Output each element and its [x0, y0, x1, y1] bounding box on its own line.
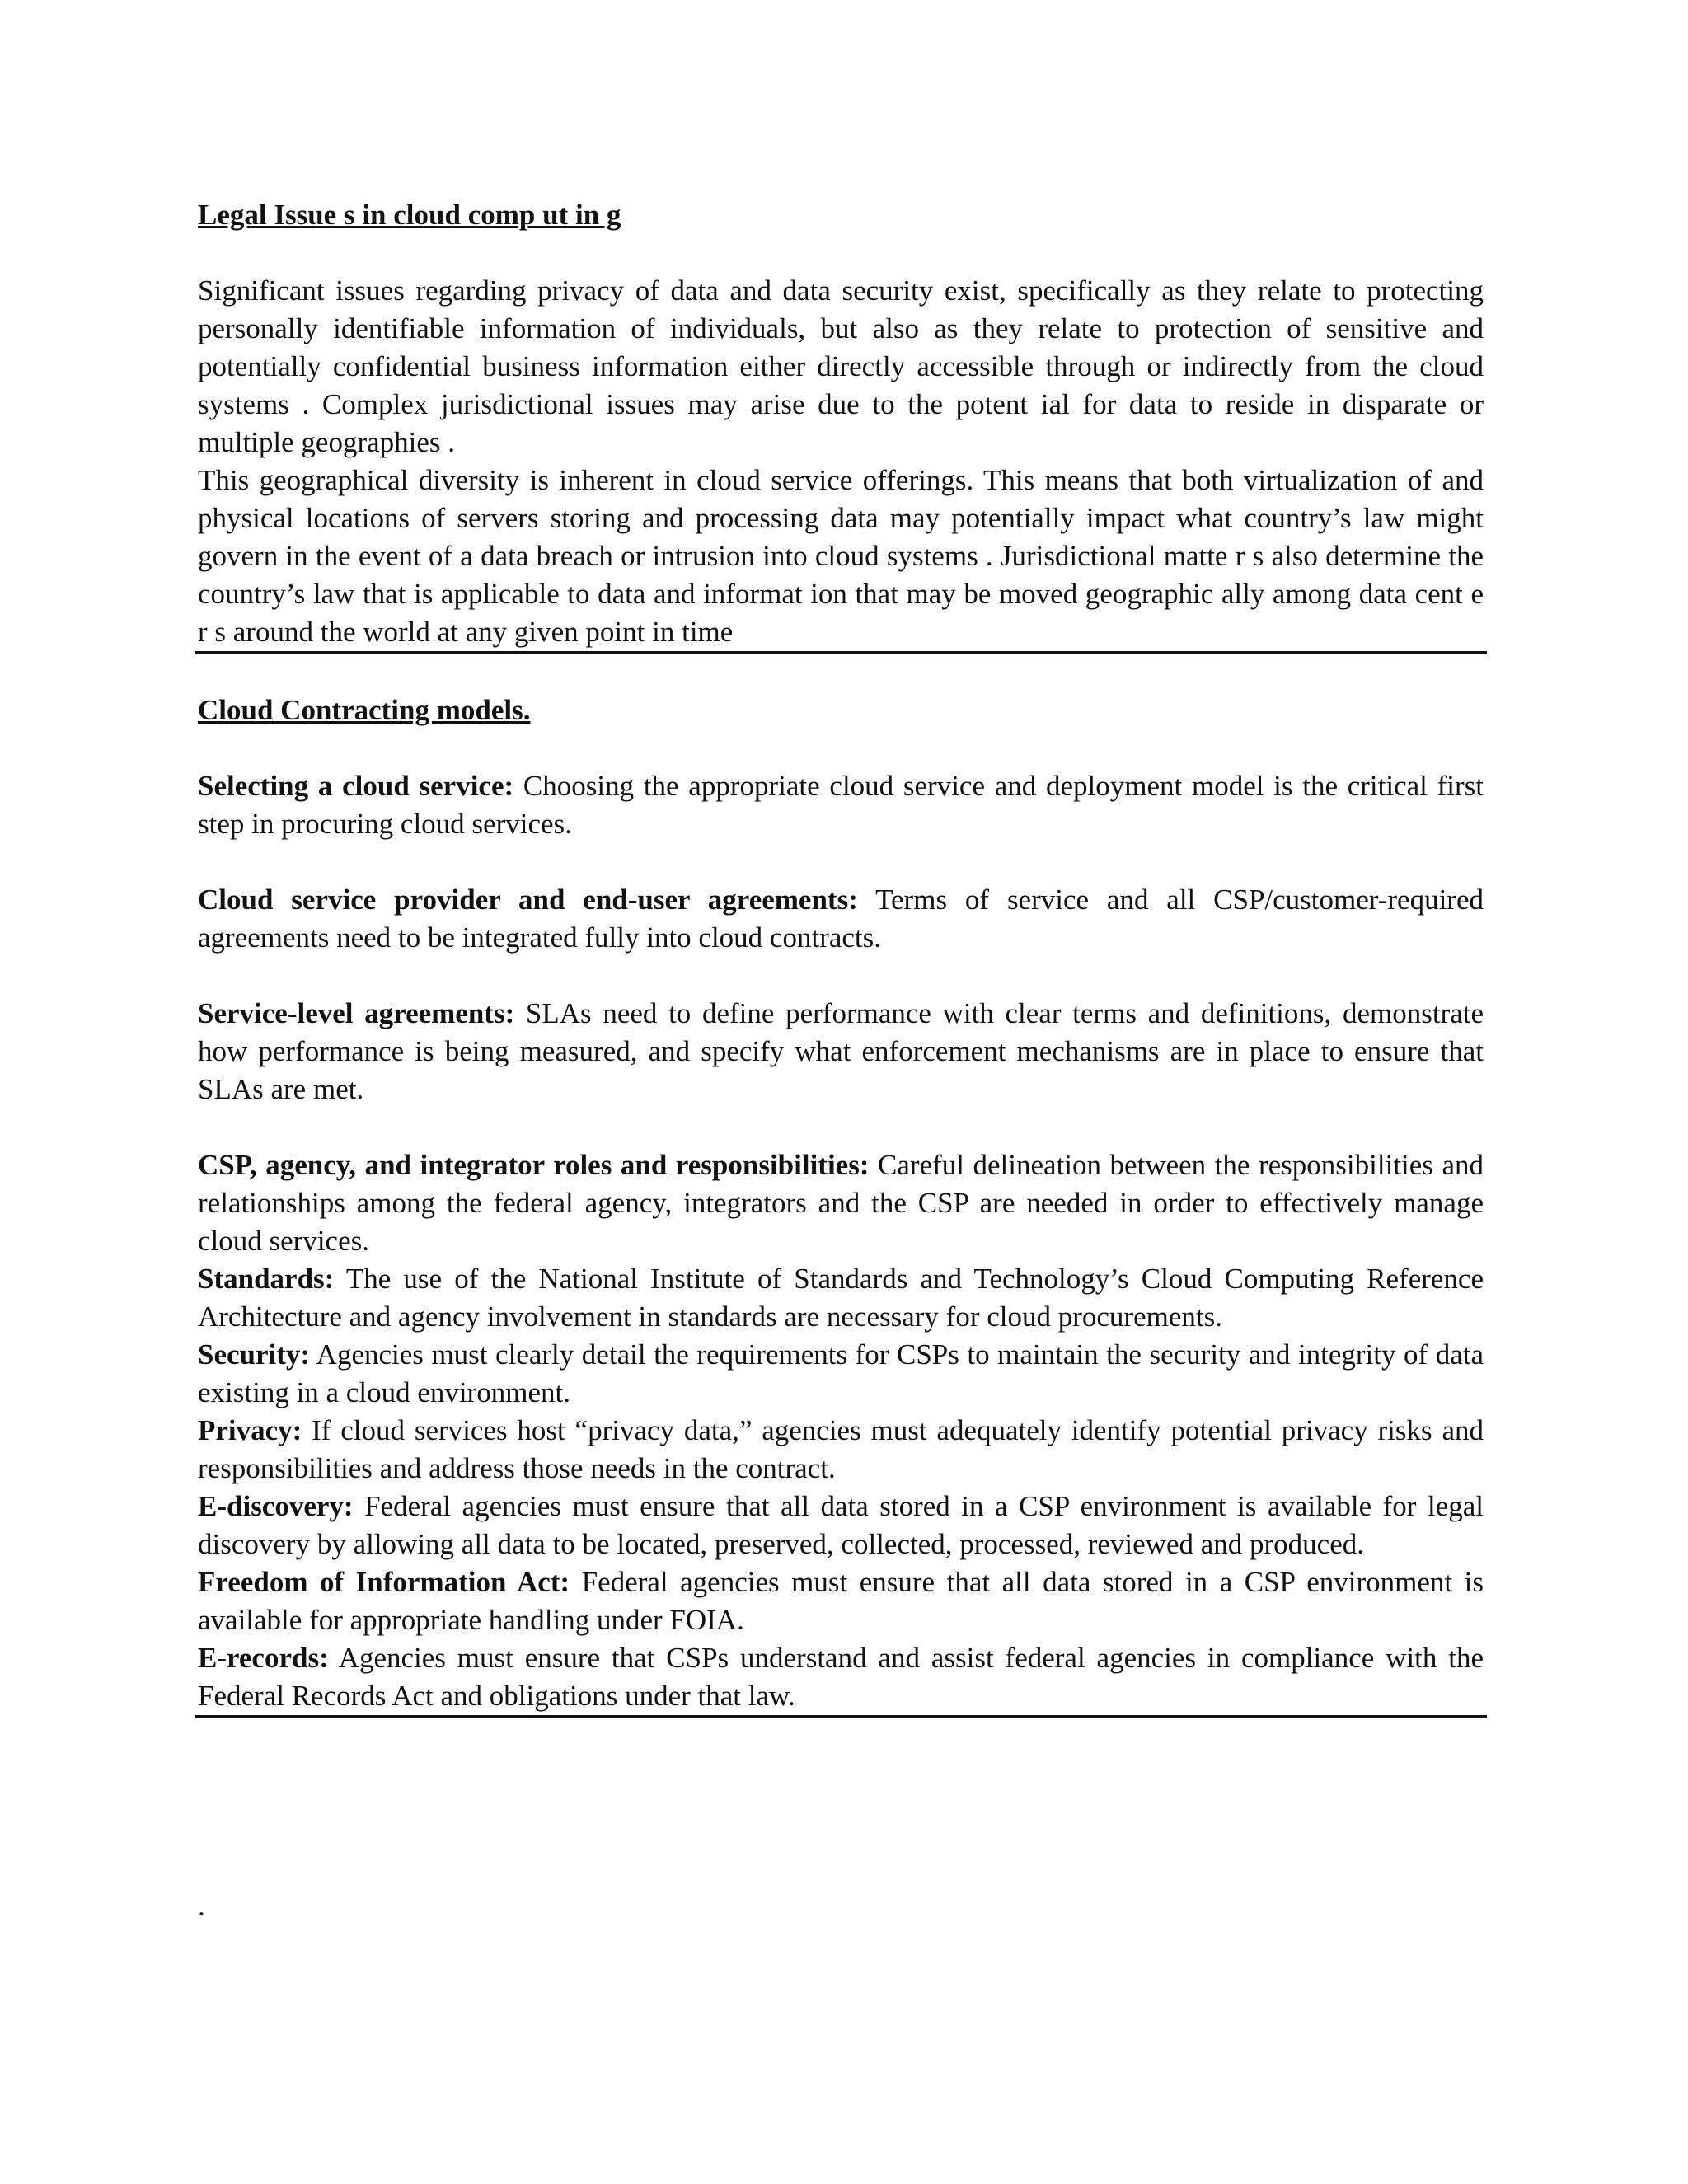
item-term: Standards: [198, 1263, 335, 1295]
spacer [198, 234, 1484, 272]
item-e-discovery [198, 1488, 1484, 1563]
item-e-records [198, 1639, 1484, 1715]
item-standards [198, 1260, 1484, 1336]
section-divider [195, 1715, 1487, 1718]
document-page [198, 196, 1484, 1718]
spacer [198, 957, 1484, 995]
item-privacy [198, 1412, 1484, 1488]
spacer [198, 654, 1484, 691]
item-term: E-records: [198, 1642, 329, 1674]
item-text: Federal agencies must ensure that all data stored in a CSP environment is available for appropriate handling under FOIA. [198, 1566, 1484, 1636]
item-term: CSP, agency, and integrator roles and responsibilities: [198, 1149, 870, 1181]
item-text: Terms of service and all CSP/customer-required agreements need to be integrated fully into cloud contracts. [198, 883, 1484, 954]
item-term: Service-level agreements: [198, 997, 515, 1029]
paragraph-privacy-jurisdiction: Significant issues regarding privacy of data and data security exist, specifically as they relate to protecting personally identifiable information of individuals, but also as they relate to protection of sensitive and potentially confidential business information either directly accessible through or indirectly from the cloud systems . Complex jurisdictional issues may arise due to the potent ial for data to reside in disparate or multiple geographies . [198, 274, 1484, 458]
item-term: Selecting a cloud service: [198, 770, 514, 802]
item-term: Privacy: [198, 1414, 302, 1446]
item-text: Careful delineation between the responsibilities and relationships among the federal agency, integrators and the CSP are needed in order to effectively manage cloud services. [198, 1149, 1484, 1257]
item-security [198, 1336, 1484, 1412]
trailing-period: . [198, 1890, 205, 1922]
item-text: Agencies must clearly detail the requirements for CSPs to maintain the security and integrity of data existing in a cloud environment. [198, 1338, 1484, 1408]
paragraph-geographical-diversity: This geographical diversity is inherent in cloud service offerings. This means that both virtualization of and physical locations of servers storing and processing data may potentially impact what country’s law might govern in the event of a data breach or intrusion into cloud systems . Jurisdictional matte r s also determine the country’s law that is applicable to data and informat ion that may be moved geographic ally among data cent e r s around the world at any given point in time [198, 464, 1484, 648]
spacer [198, 843, 1484, 881]
item-roles-responsibilities [198, 1146, 1484, 1260]
section-heading-cloud-contracting: Cloud Contracting models. [198, 694, 531, 726]
item-csp-end-user-agreements [198, 881, 1484, 957]
item-service-level-agreements [198, 995, 1484, 1108]
item-foia [198, 1563, 1484, 1639]
item-term: Freedom of Information Act: [198, 1566, 570, 1598]
item-text: Federal agencies must ensure that all data stored in a CSP environment is available for legal discovery by allowing all data to be located, preserved, collected, processed, reviewed and produced. [198, 1490, 1484, 1560]
item-term: E-discovery: [198, 1490, 354, 1522]
spacer [198, 729, 1484, 767]
spacer [198, 1108, 1484, 1146]
section-heading-legal-issues: Legal Issue s in cloud comp ut in g [198, 199, 621, 231]
item-term: Security: [198, 1338, 311, 1371]
item-text: If cloud services host “privacy data,” agencies must adequately identify potential privacy risks and responsibilities and address those needs in the contract. [198, 1414, 1484, 1484]
item-text: The use of the National Institute of Standards and Technology’s Cloud Computing Reference Architecture and agency involvement in standards are necessary for cloud procurements. [198, 1263, 1484, 1333]
item-selecting-cloud-service [198, 767, 1484, 843]
item-text: SLAs need to define performance with clear terms and definitions, demonstrate how performance is being measured, and specify what enforcement mechanisms are in place to ensure that SLAs are met. [198, 997, 1484, 1105]
item-term: Cloud service provider and end-user agreements: [198, 883, 858, 916]
item-text: Agencies must ensure that CSPs understand and assist federal agencies in compliance with the Federal Records Act and obligations under that law. [198, 1642, 1484, 1712]
item-text: Choosing the appropriate cloud service and deployment model is the critical first step in procuring cloud services. [198, 770, 1484, 840]
